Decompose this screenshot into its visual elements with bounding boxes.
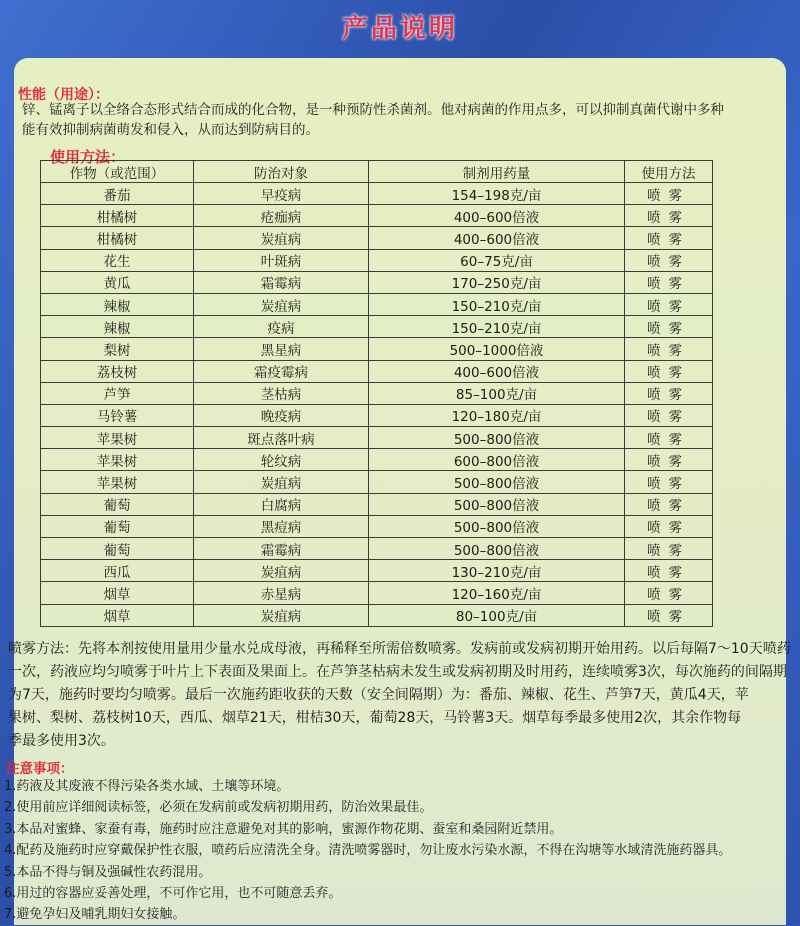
table-row [41, 538, 713, 560]
cell-dosage: 130–210克/亩 [369, 560, 625, 582]
header-crop: 作物（或范围） [41, 161, 194, 183]
cell-dosage: 154–198克/亩 [369, 183, 625, 205]
cell-crop: 柑橘树 [41, 227, 194, 249]
cell-target: 轮纹病 [194, 449, 369, 471]
cell-method: 喷雾 [625, 515, 713, 537]
cell-target: 炭疽病 [194, 471, 369, 493]
cell-dosage: 120–180克/亩 [369, 404, 625, 426]
cell-method: 喷雾 [625, 360, 713, 382]
cell-target: 黑痘病 [194, 515, 369, 537]
table-row [41, 316, 713, 338]
cell-target: 茎枯病 [194, 382, 369, 404]
cell-method: 喷雾 [625, 404, 713, 426]
cell-target: 霜霉病 [194, 271, 369, 293]
note-head: 喷雾方法： [8, 641, 78, 657]
cell-method: 喷雾 [625, 316, 713, 338]
cell-method: 喷雾 [625, 293, 713, 315]
cell-dosage: 500–800倍液 [369, 493, 625, 515]
spray-method-note [8, 638, 792, 753]
cell-target: 炭疽病 [194, 604, 369, 626]
caution-item: 2.使用前应详细阅读标签，必须在发病前或发病初期用药，防治效果最佳。 [4, 800, 433, 816]
cell-crop: 马铃薯 [41, 404, 194, 426]
cell-dosage: 600–800倍液 [369, 449, 625, 471]
cell-method: 喷雾 [625, 582, 713, 604]
cell-dosage: 150–210克/亩 [369, 316, 625, 338]
cell-crop: 芦笋 [41, 382, 194, 404]
caution-item: 5.本品不得与铜及强碱性农药混用。 [4, 864, 212, 880]
cell-dosage: 500–800倍液 [369, 471, 625, 493]
cell-target: 早疫病 [194, 183, 369, 205]
table-row [41, 493, 713, 515]
cell-target: 炭疽病 [194, 560, 369, 582]
cell-target: 霜疫霉病 [194, 360, 369, 382]
table-row [41, 293, 713, 315]
cell-dosage: 400–600倍液 [369, 360, 625, 382]
cell-method: 喷雾 [625, 338, 713, 360]
cell-method: 喷雾 [625, 382, 713, 404]
cell-crop: 苹果树 [41, 427, 194, 449]
caution-item: 4.配药及施药时应穿戴保护性衣服，喷药后应清洗全身。清洗喷雾器时，勿让废水污染水源，不得在沟塘等水域清洗施药器具。 [4, 843, 732, 859]
note-line-4: 果树、梨树、荔枝树10天，西瓜、烟草21天，柑桔30天，葡萄28天，马铃薯3天。烟草每季最多使用2次，其余作物每 [8, 710, 742, 726]
cell-crop: 西瓜 [41, 560, 194, 582]
cell-crop: 苹果树 [41, 471, 194, 493]
cell-dosage: 170–250克/亩 [369, 271, 625, 293]
usage-table [40, 160, 713, 627]
table-row [41, 360, 713, 382]
caution-item: 3.本品对蜜蜂、家蚕有毒，施药时应注意避免对其的影响，蜜源作物花期、蚕室和桑园附近禁用。 [4, 821, 563, 837]
cell-crop: 葡萄 [41, 538, 194, 560]
cell-method: 喷雾 [625, 271, 713, 293]
cell-dosage: 80–100克/亩 [369, 604, 625, 626]
cell-crop: 花生 [41, 249, 194, 271]
cell-target: 炭疽病 [194, 293, 369, 315]
table-row [41, 471, 713, 493]
cell-method: 喷雾 [625, 560, 713, 582]
table-row [41, 515, 713, 537]
caution-item: 1.药液及其废液不得污染各类水域、土壤等环境。 [4, 779, 290, 794]
table-body [41, 183, 713, 627]
function-text [22, 100, 792, 140]
note-line-5: 季最多使用3次。 [8, 733, 115, 749]
cell-target: 疫病 [194, 316, 369, 338]
cell-method: 喷雾 [625, 449, 713, 471]
table-header-row [41, 161, 713, 183]
note-line-1: 喷雾方法：先将本剂按使用量用少量水兑成母液，再稀释至所需倍数喷雾。发病前或发病初期开始用药。以后每隔7～10天喷药 [8, 641, 791, 657]
cell-dosage: 120–160克/亩 [369, 582, 625, 604]
cell-dosage: 400–600倍液 [369, 227, 625, 249]
cell-dosage: 500–1000倍液 [369, 338, 625, 360]
cell-crop: 番茄 [41, 183, 194, 205]
table-row [41, 582, 713, 604]
cell-method: 喷雾 [625, 227, 713, 249]
cell-target: 炭疽病 [194, 227, 369, 249]
table-row [41, 271, 713, 293]
cell-crop: 烟草 [41, 582, 194, 604]
table-row [41, 205, 713, 227]
cell-method: 喷雾 [625, 427, 713, 449]
cell-crop: 辣椒 [41, 293, 194, 315]
table-row [41, 249, 713, 271]
cell-crop: 黄瓜 [41, 271, 194, 293]
cell-crop: 荔枝树 [41, 360, 194, 382]
cell-method: 喷雾 [625, 538, 713, 560]
cell-method: 喷雾 [625, 249, 713, 271]
cautions-label: 注意事项： [6, 761, 74, 777]
table-row [41, 227, 713, 249]
header-dosage: 制剂用药量 [369, 161, 625, 183]
cell-target: 黑星病 [194, 338, 369, 360]
cell-crop: 梨树 [41, 338, 194, 360]
cell-crop: 烟草 [41, 604, 194, 626]
cell-method: 喷雾 [625, 183, 713, 205]
function-label: 性能（用途）： [18, 87, 109, 103]
cell-target: 斑点落叶病 [194, 427, 369, 449]
cell-method: 喷雾 [625, 604, 713, 626]
cell-dosage: 85–100克/亩 [369, 382, 625, 404]
cell-dosage: 500–800倍液 [369, 427, 625, 449]
cell-method: 喷雾 [625, 205, 713, 227]
cell-target: 白腐病 [194, 493, 369, 515]
function-line-1: 锌、锰离子以全络合态形式结合而成的化合物，是一种预防性杀菌剂。他对病菌的作用点多，可以抑制真菌代谢中多种 [22, 102, 724, 118]
cell-method: 喷雾 [625, 493, 713, 515]
table-row [41, 382, 713, 404]
usage-label: 使用方法： [50, 148, 126, 166]
cautions-list [4, 776, 796, 926]
table-row [41, 183, 713, 205]
caution-item: 6.用过的容器应妥善处理，不可作它用，也不可随意丢弃。 [4, 886, 342, 902]
table-row [41, 404, 713, 426]
cell-target: 叶斑病 [194, 249, 369, 271]
table-row [41, 338, 713, 360]
cell-dosage: 60–75克/亩 [369, 249, 625, 271]
cell-crop: 辣椒 [41, 316, 194, 338]
note-line-2: 一次，药液应均匀喷雾于叶片上下表面及果面上。在芦笋茎枯病未发生或发病初期及时用药，连续喷雾3次，每次施药的间隔期 [8, 664, 787, 680]
table-row [41, 560, 713, 582]
cell-target: 晚疫病 [194, 404, 369, 426]
function-line-2: 能有效抑制病菌萌发和侵入，从而达到防病目的。 [22, 122, 319, 138]
cell-dosage: 400–600倍液 [369, 205, 625, 227]
table-row [41, 604, 713, 626]
table-row [41, 449, 713, 471]
table-row [41, 427, 713, 449]
cell-target: 赤星病 [194, 582, 369, 604]
cell-target: 霜霉病 [194, 538, 369, 560]
cell-method: 喷雾 [625, 471, 713, 493]
cell-target: 疮痂病 [194, 205, 369, 227]
cell-crop: 苹果树 [41, 449, 194, 471]
cell-dosage: 500–800倍液 [369, 538, 625, 560]
usage-table-wrapper [40, 160, 713, 627]
header-method: 使用方法 [625, 161, 713, 183]
cell-dosage: 150–210克/亩 [369, 293, 625, 315]
cell-crop: 柑橘树 [41, 205, 194, 227]
cell-crop: 葡萄 [41, 493, 194, 515]
cell-dosage: 500–800倍液 [369, 515, 625, 537]
cell-crop: 葡萄 [41, 515, 194, 537]
page-title: 产品说明 [341, 14, 458, 44]
caution-item: 7.避免孕妇及哺乳期妇女接触。 [4, 907, 186, 923]
note-line-3: 为7天，施药时要均匀喷雾。最后一次施药距收获的天数（安全间隔期）为：番茄、辣椒、花生、芦笋7天，黄瓜4天，苹 [8, 687, 749, 703]
header-target: 防治对象 [194, 161, 369, 183]
